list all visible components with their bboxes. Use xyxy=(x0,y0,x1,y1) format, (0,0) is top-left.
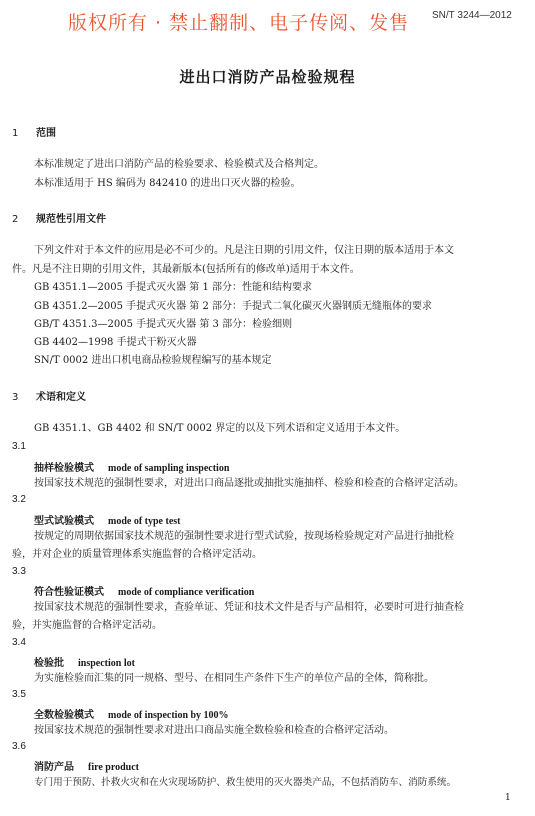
term-name-en: inspection lot xyxy=(78,658,135,669)
term-name-en: mode of type test xyxy=(108,516,181,527)
term-name xyxy=(34,758,139,773)
section-2-intro-line-2: 件。凡是不注日期的引用文件，其最新版本(包括所有的修改单)适用于本文件。 xyxy=(12,264,360,275)
standard-code: SN/T 3244—2012 xyxy=(432,10,512,21)
reference-item: GB 4402—1998 手提式干粉灭火器 xyxy=(34,337,197,348)
term-number: 3.2 xyxy=(12,494,26,505)
section-1-title: 范围 xyxy=(36,128,56,139)
term-name-cn: 型式试验模式 xyxy=(34,516,94,527)
term-definition-line: 按规定的周期依据国家技术规范的强制性要求进行型式试验，按现场检验规定对产品进行抽批检 xyxy=(34,531,454,542)
section-2-intro-line-1: 下列文件对于本文件的应用是必不可少的。凡是注日期的引用文件，仅注日期的版本适用于本文 xyxy=(34,245,454,256)
term-name xyxy=(34,512,180,527)
term-name-cn: 检验批 xyxy=(34,658,64,669)
term-name-cn: 符合性验证模式 xyxy=(34,587,104,598)
section-1-paragraph-1: 本标准规定了进出口消防产品的检验要求、检验模式及合格判定。 xyxy=(34,159,324,170)
page-number: 1 xyxy=(505,793,511,803)
term-definition-line: 为实施检验而汇集的同一规格、型号、在相同生产条件下生产的单位产品的全体，简称批。 xyxy=(34,673,434,684)
term-name-en: mode of inspection by 100% xyxy=(108,710,229,721)
term-number: 3.4 xyxy=(12,637,26,648)
section-3-intro: GB 4351.1、GB 4402 和 SN/T 0002 界定的以及下列术语和定义适用于本文件。 xyxy=(34,423,406,434)
section-1-paragraph-2: 本标准适用于 HS 编码为 842410 的进出口灭火器的检验。 xyxy=(34,178,301,189)
document-title: 进出口消防产品检验规程 xyxy=(179,68,356,86)
section-1-number: 1 xyxy=(12,128,19,139)
section-2-title: 规范性引用文件 xyxy=(36,214,106,225)
section-3-number: 3 xyxy=(12,392,19,403)
section-3-heading xyxy=(12,388,86,403)
reference-item: GB 4351.1—2005 手提式灭火器 第 1 部分：性能和结构要求 xyxy=(34,282,313,293)
section-1-heading xyxy=(12,124,56,139)
section-2-heading xyxy=(12,210,106,225)
term-name-cn: 抽样检验模式 xyxy=(34,463,94,474)
term-definition-line: 按国家技术规范的强制性要求，对进出口商品逐批或抽批实施抽样、检验和检查的合格评定活动。 xyxy=(34,478,464,489)
term-definition-line: 验，并实施监督的合格评定活动。 xyxy=(12,620,162,631)
term-name xyxy=(34,706,229,721)
term-definition-line: 按国家技术规范的强制性要求，查验单证、凭证和技术文件是否与产品相符，必要时可进行抽查检 xyxy=(34,602,464,613)
term-definition-line: 按国家技术规范的强制性要求对进出口商品实施全数检验和检查的合格评定活动。 xyxy=(34,725,394,736)
term-number: 3.3 xyxy=(12,566,26,577)
reference-item: SN/T 0002 进出口机电商品检验规程编写的基本规定 xyxy=(34,355,272,366)
section-3-title: 术语和定义 xyxy=(36,392,86,403)
term-name-en: mode of sampling inspection xyxy=(108,463,230,474)
term-name xyxy=(34,583,254,598)
term-name-en: fire product xyxy=(88,762,140,773)
term-definition-line: 验，并对企业的质量管理体系实施监督的合格评定活动。 xyxy=(12,549,262,560)
term-name-en: mode of compliance verification xyxy=(118,587,255,598)
term-number: 3.1 xyxy=(12,441,26,452)
term-name-cn: 消防产品 xyxy=(34,762,74,773)
reference-item: GB 4351.2—2005 手提式灭火器 第 2 部分：手提式二氧化碳灭火器钢质无缝瓶体的要求 xyxy=(34,301,433,312)
term-name-cn: 全数检验模式 xyxy=(34,710,94,721)
copyright-watermark: 版权所有 · 禁止翻制、电子传阅、发售 xyxy=(68,12,410,34)
reference-item: GB/T 4351.3—2005 手提式灭火器 第 3 部分：检验细则 xyxy=(34,319,293,330)
term-name xyxy=(34,459,229,474)
term-number: 3.5 xyxy=(12,689,26,700)
term-definition-line: 专门用于预防、扑救火灾和在火灾现场防护、救生使用的灭火器类产品，不包括消防车、消防系统。 xyxy=(34,777,457,788)
term-number: 3.6 xyxy=(12,741,26,752)
section-2-number: 2 xyxy=(12,214,19,225)
term-name xyxy=(34,654,135,669)
